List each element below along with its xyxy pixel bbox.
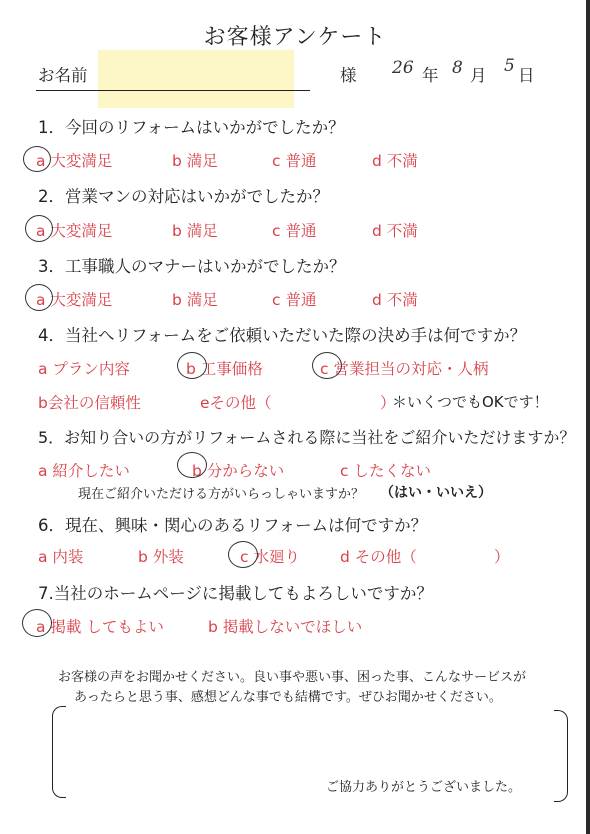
q4-selection-circle-b: [177, 352, 207, 379]
q7-selection-circle: [22, 609, 52, 637]
q5-option-a[interactable]: a 紹介したい: [38, 462, 130, 480]
q1-selection-circle: [23, 146, 51, 172]
comment-box-left-bracket: [52, 706, 66, 798]
q4-selection-circle-c: [312, 352, 342, 379]
q5-sub-answer: （はい・いいえ）: [380, 485, 492, 501]
question-7: 7.当社のホームページに掲載してもよろしいですか？: [38, 584, 433, 603]
q6-option-b[interactable]: b 外装: [138, 548, 184, 566]
q3-option-c[interactable]: c 普通: [272, 291, 317, 309]
honorific-label: 様: [340, 66, 357, 85]
q6-option-c[interactable]: c 水廻り: [240, 548, 300, 566]
q3-option-d[interactable]: d 不満: [372, 291, 418, 309]
q4-option-a[interactable]: a プラン内容: [38, 360, 130, 378]
q5-option-b[interactable]: b 分からない: [192, 462, 285, 480]
year-unit: 年: [422, 66, 439, 85]
q7-option-a[interactable]: a 掲載 してもよい: [36, 618, 164, 636]
scan-edge: [586, 0, 590, 834]
q6-selection-circle: [228, 541, 258, 568]
q6-other-close-paren: ）: [494, 548, 510, 566]
q2-option-b[interactable]: b 満足: [172, 222, 218, 240]
q1-option-c[interactable]: c 普通: [272, 152, 317, 170]
day-unit: 日: [518, 66, 535, 85]
question-3: 3．工事職人のマナーはいかがでしたか？: [38, 257, 346, 276]
q4-option-reliability[interactable]: b会社の信頼性: [38, 394, 141, 412]
comment-instruction-line-1: お客様の声をお聞かせください。良い事や悪い事、困った事、こんなサービスが: [58, 670, 527, 685]
q4-option-b[interactable]: b 工事価格: [186, 360, 263, 378]
question-2: 2．営業マンの対応はいかがでしたか？: [38, 187, 329, 206]
q4-option-c[interactable]: c 営業担当の対応・人柄: [320, 360, 489, 378]
q2-option-d[interactable]: d 不満: [372, 222, 418, 240]
q4-option-other[interactable]: eその他（: [200, 394, 272, 412]
comment-instruction-line-2: あったらと思う事、感想どんな事でも結構です。ぜひお聞かせください。: [74, 690, 502, 705]
date-year: 26: [392, 58, 414, 78]
thanks-text: ご協力ありがとうございました。: [326, 780, 522, 795]
name-underline: [36, 90, 310, 91]
q2-option-c[interactable]: c 普通: [272, 222, 317, 240]
q2-selection-circle: [25, 215, 53, 242]
question-5: 5．お知り合いの方がリフォームされる際に当社をご紹介いただけますか？: [38, 428, 576, 447]
q7-option-b[interactable]: b 掲載しないでほしい: [208, 618, 363, 636]
q1-option-d[interactable]: d 不満: [372, 152, 418, 170]
q2-option-a[interactable]: a 大変満足: [36, 222, 113, 240]
q4-other-close-paren: ）: [380, 394, 396, 412]
name-redaction: [98, 50, 294, 108]
page-title: お客様アンケート: [203, 25, 387, 50]
q5-option-c[interactable]: c したくない: [340, 462, 431, 480]
q1-option-a[interactable]: a 大変満足: [36, 152, 113, 170]
date-month: 8: [452, 58, 463, 78]
q4-note: ＊いくつでもOKです！: [392, 393, 549, 411]
q3-option-b[interactable]: b 満足: [172, 291, 218, 309]
name-label: お名前: [38, 66, 88, 85]
q3-option-a[interactable]: a 大変満足: [36, 291, 113, 309]
q3-selection-circle: [25, 284, 53, 311]
comment-area[interactable]: [72, 712, 548, 772]
q6-option-a[interactable]: a 内装: [38, 548, 84, 566]
q5-sub-question: 現在ご紹介いただける方がいらっしゃいますか？: [78, 487, 365, 502]
question-6: 6．現在、興味・関心のあるリフォームは何ですか？: [38, 516, 428, 535]
date-day: 5: [504, 56, 515, 76]
question-4: 4．当社へリフォームをご依頼いただいた際の決め手は何ですか？: [38, 326, 527, 345]
month-unit: 月: [470, 66, 487, 85]
question-1: 1．今回のリフォームはいかがでしたか？: [38, 118, 345, 137]
comment-box-right-bracket: [554, 710, 568, 802]
q6-option-d[interactable]: d その他（: [340, 548, 417, 566]
q5-selection-circle: [177, 452, 207, 478]
q1-option-b[interactable]: b 満足: [172, 152, 218, 170]
